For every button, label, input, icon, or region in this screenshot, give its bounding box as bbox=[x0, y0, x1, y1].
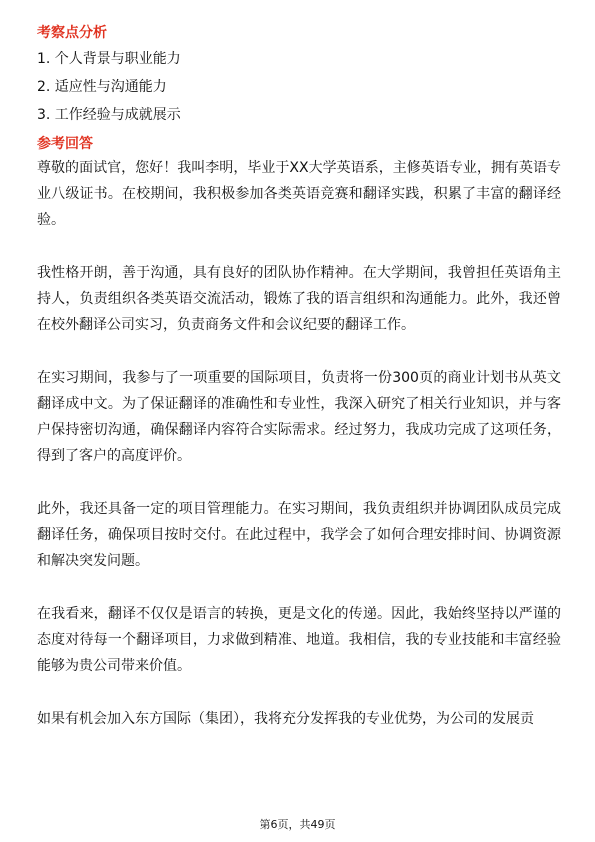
analysis-list bbox=[37, 49, 561, 125]
answer-paragraph: 在我看来，翻译不仅仅是语言的转换，更是文化的传递。因此，我始终坚持以严谨的态度对待每一个翻译项目，力求做到精准、地道。我相信，我的专业技能和丰富经验能够为贵公司带来价值。 bbox=[37, 606, 561, 674]
answer-paragraph: 我性格开朗，善于沟通，具有良好的团队协作精神。在大学期间，我曾担任英语角主持人，负责组织各类英语交流活动，锻炼了我的语言组织和沟通能力。此外，我还曾在校外翻译公司实习，负责商务文件和会议纪要的翻译工作。 bbox=[37, 265, 561, 333]
answer-heading: 参考回答 bbox=[37, 136, 93, 152]
analysis-item: 1. 个人背景与职业能力 bbox=[37, 51, 181, 67]
page-number: 第6页，共49页 bbox=[259, 818, 336, 831]
page-content bbox=[37, 22, 561, 759]
answer-paragraph: 尊敬的面试官，您好！我叫李明，毕业于XX大学英语系，主修英语专业，拥有英语专业八级证书。在校期间，我积极参加各类英语竞赛和翻译实践，积累了丰富的翻译经验。 bbox=[37, 160, 561, 228]
analysis-item: 2. 适应性与沟通能力 bbox=[37, 79, 167, 95]
analysis-item: 3. 工作经验与成就展示 bbox=[37, 107, 181, 123]
answer-body bbox=[37, 155, 561, 732]
analysis-heading: 考察点分析 bbox=[37, 25, 107, 41]
answer-paragraph: 如果有机会加入东方国际（集团），我将充分发挥我的专业优势，为公司的发展贡 bbox=[37, 711, 534, 727]
answer-paragraph: 此外，我还具备一定的项目管理能力。在实习期间，我负责组织并协调团队成员完成翻译任务，确保项目按时交付。在此过程中，我学会了如何合理安排时间、协调资源和解决突发问题。 bbox=[37, 501, 561, 569]
answer-paragraph: 在实习期间，我参与了一项重要的国际项目，负责将一份300页的商业计划书从英文翻译成中文。为了保证翻译的准确性和专业性，我深入研究了相关行业知识，并与客户保持密切沟通，确保翻译内容符合实际需求。经过努力，我成功完成了这项任务，得到了客户的高度评价。 bbox=[37, 370, 561, 464]
